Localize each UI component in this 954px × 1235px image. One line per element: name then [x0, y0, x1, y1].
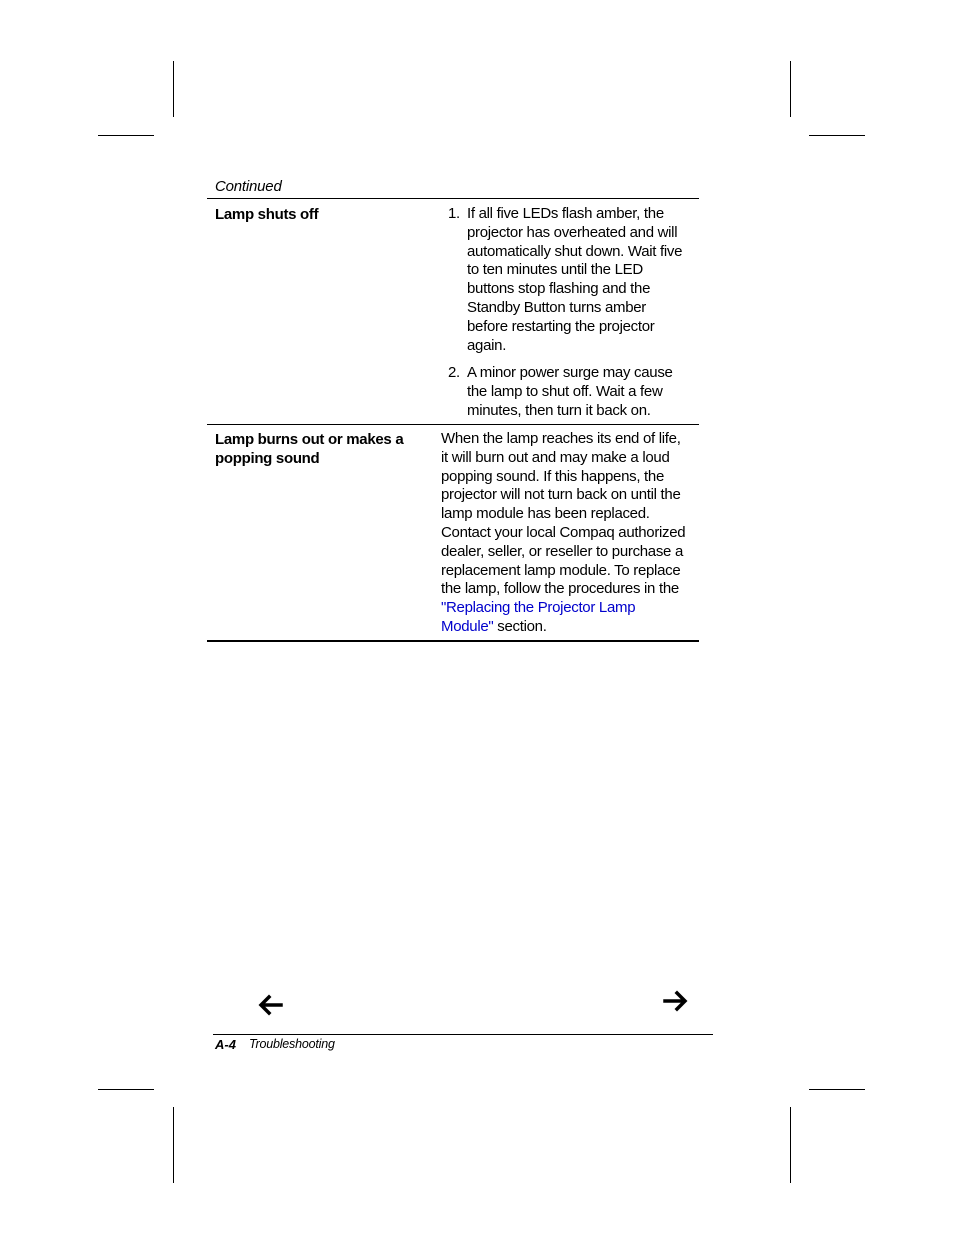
crop-mark — [790, 61, 791, 117]
prev-page-button[interactable] — [257, 994, 283, 1020]
step-text: If all five LEDs flash amber, the projector has overheated and will automatically shut down. Wait five to ten minutes until the LED buttons stop flashing and the Standby Button turns amber before restarting the projector again. — [467, 205, 683, 354]
row-divider — [207, 424, 699, 425]
crop-mark — [173, 61, 174, 117]
crop-mark — [98, 135, 154, 136]
step-text: A minor power surge may cause the lamp to shut off. Wait a few minutes, then turn it back on. — [467, 364, 673, 419]
crop-mark — [98, 1089, 154, 1090]
continued-label: Continued — [215, 178, 282, 195]
crop-mark — [173, 1107, 174, 1183]
table-bottom-rule — [207, 640, 699, 642]
step-number: 1. — [448, 205, 460, 222]
row-label-lamp-shuts-off: Lamp shuts off — [215, 206, 319, 223]
description-text-end: section. — [493, 617, 547, 635]
crop-mark — [809, 1089, 865, 1090]
section-name: Troubleshooting — [249, 1037, 335, 1051]
table-top-rule — [207, 198, 699, 199]
footer-rule — [213, 1034, 713, 1035]
page-number: A-4 — [215, 1037, 236, 1052]
arrow-right-icon — [663, 990, 689, 1012]
row-label-lamp-burns-out: Lamp burns out or makes a popping sound — [215, 431, 404, 467]
next-page-button[interactable] — [663, 990, 689, 1016]
row-description — [441, 430, 691, 637]
crop-mark — [809, 135, 865, 136]
crop-mark — [790, 1107, 791, 1183]
description-text: When the lamp reaches its end of life, it will burn out and may make a loud popping sound. If this happens, the projector will not turn back on until the lamp module has been replaced. Contact your local Compaq authorized dealer, seller, or reseller to purchase a replacement lamp module. To replace the lamp, follow the procedures in the — [441, 430, 686, 598]
step-number: 2. — [448, 364, 460, 381]
replacing-lamp-link[interactable]: "Replacing the Projector Lamp Module" — [441, 599, 636, 635]
arrow-left-icon — [257, 994, 283, 1016]
